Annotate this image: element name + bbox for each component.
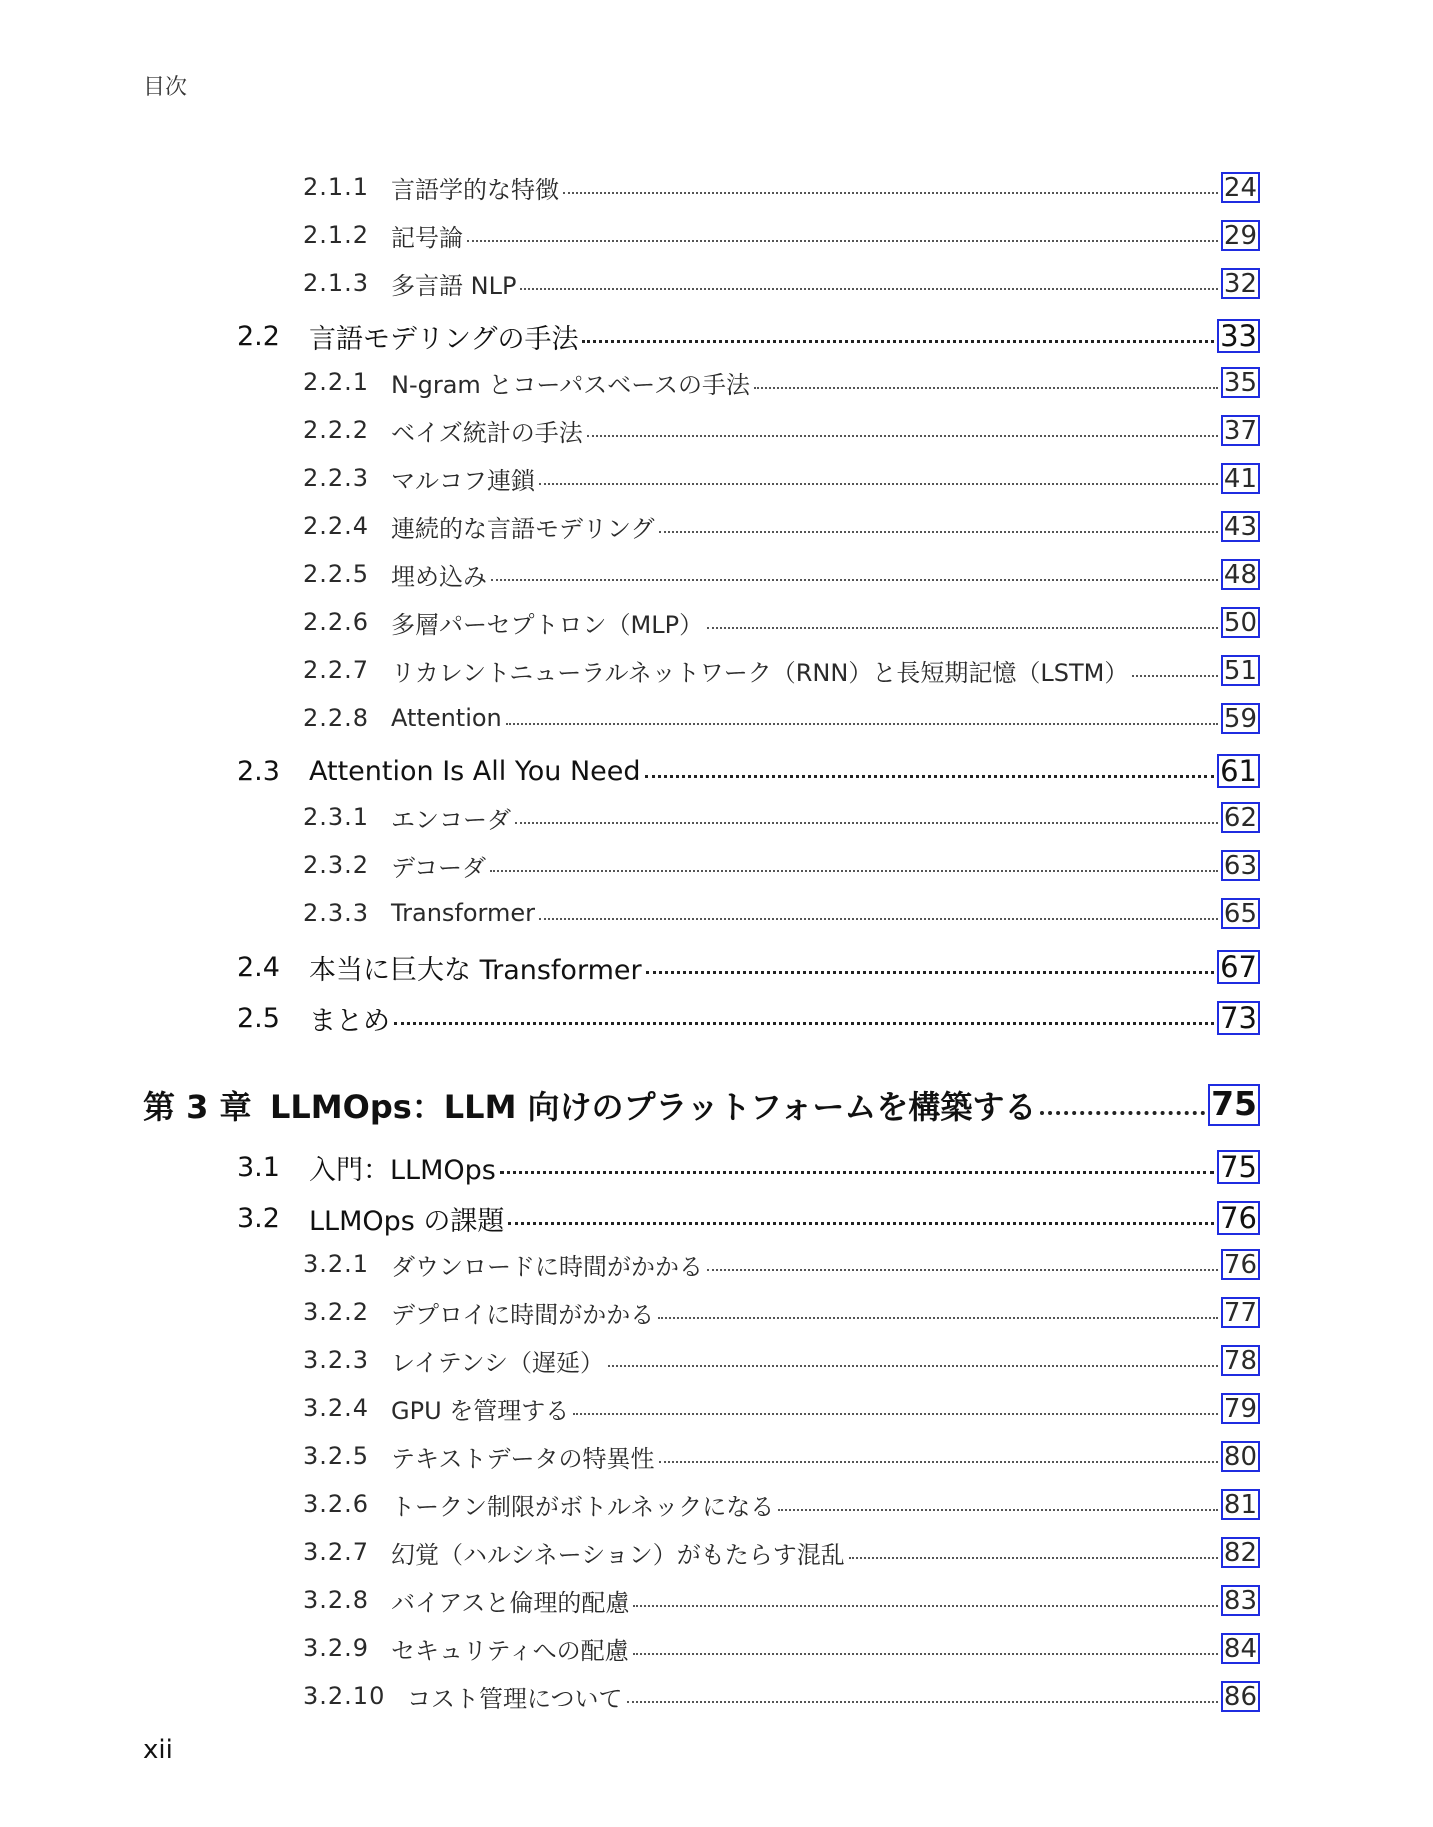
- toc-page-link[interactable]: 48: [1221, 559, 1260, 590]
- toc-entry-number: 2.2.4: [303, 512, 370, 540]
- toc-page-link[interactable]: 51: [1221, 655, 1260, 686]
- toc-entry-number: 3.2.10: [303, 1682, 386, 1710]
- toc-entry: [237, 753, 1260, 789]
- dot-leader: [754, 387, 1218, 389]
- toc-page-link[interactable]: 65: [1221, 898, 1260, 929]
- toc-entry-number: 2.2.5: [303, 560, 370, 588]
- toc-entry-number: 2.2.1: [303, 368, 370, 396]
- toc-entry-number: 2.2.8: [303, 704, 370, 732]
- toc-entry-title: Attention Is All You Need: [309, 755, 641, 787]
- toc-page-link[interactable]: 59: [1221, 703, 1260, 734]
- toc-entry-number: 2.1.3: [303, 269, 370, 297]
- toc-page-link[interactable]: 73: [1217, 1001, 1260, 1035]
- toc-page-link[interactable]: 83: [1221, 1585, 1260, 1616]
- toc-entry-title: 多層パーセプトロン（MLP）: [391, 610, 704, 639]
- toc-entry-number: 3.1: [237, 1151, 280, 1183]
- toc-entry: [303, 799, 1260, 835]
- toc-entry: [303, 508, 1260, 544]
- toc-entry-number: 3.2.2: [303, 1298, 370, 1326]
- toc-entry-number: 2.1.2: [303, 221, 370, 249]
- toc-entry-number: 2.2.2: [303, 416, 370, 444]
- toc-entry: [237, 318, 1260, 354]
- toc-entry-number: 2.2.7: [303, 656, 370, 684]
- dot-leader: [515, 822, 1218, 824]
- toc-entry-title: ベイズ統計の手法: [391, 418, 583, 447]
- dot-leader: [1040, 1111, 1205, 1115]
- toc-page-link[interactable]: 76: [1217, 1201, 1260, 1235]
- toc-entry-title: トークン制限がボトルネックになる: [391, 1492, 775, 1521]
- toc-entry-title: テキストデータの特異性: [391, 1444, 655, 1473]
- toc-entry: [303, 1486, 1260, 1522]
- toc-entry-number: 2.5: [237, 1002, 280, 1034]
- toc-entry: [303, 460, 1260, 496]
- toc-entry-number: 2.3.1: [303, 803, 370, 831]
- toc-entry-title: 連続的な言語モデリング: [391, 514, 655, 543]
- toc-entry-title: 入門：LLMOps: [309, 1154, 496, 1186]
- dot-leader: [563, 192, 1218, 194]
- toc-page-link[interactable]: 32: [1221, 268, 1260, 299]
- toc-entry-number: 3.2.3: [303, 1346, 370, 1374]
- toc-page-link[interactable]: 37: [1221, 415, 1260, 446]
- toc-entry: [303, 556, 1260, 592]
- toc-entry-title: デコーダ: [391, 853, 487, 882]
- toc-page-link[interactable]: 35: [1221, 367, 1260, 398]
- toc-page-link[interactable]: 76: [1221, 1249, 1260, 1280]
- dot-leader: [707, 627, 1218, 629]
- toc-page-link[interactable]: 77: [1221, 1297, 1260, 1328]
- toc-entry: [303, 895, 1260, 931]
- toc-entry-title: N-gram とコーパスベースの手法: [391, 370, 751, 399]
- toc-page-link[interactable]: 86: [1221, 1681, 1260, 1712]
- toc-entry-title: 言語学的な特徴: [391, 175, 559, 204]
- toc-entry: [237, 1200, 1260, 1236]
- toc-page-link[interactable]: 75: [1217, 1150, 1260, 1184]
- dot-leader: [500, 1171, 1214, 1174]
- toc-entry-number: 2.2.3: [303, 464, 370, 492]
- toc-entry-title: GPU を管理する: [391, 1396, 570, 1425]
- toc-entry: [303, 364, 1260, 400]
- toc-entry-number: 3.2.4: [303, 1394, 370, 1422]
- dot-leader: [587, 435, 1218, 437]
- toc-page-link[interactable]: 81: [1221, 1489, 1260, 1520]
- toc-page-link[interactable]: 80: [1221, 1441, 1260, 1472]
- toc-entry: [303, 1438, 1260, 1474]
- toc-entry-title: Attention: [391, 704, 502, 732]
- toc-entry-number: 3.2.1: [303, 1250, 370, 1278]
- dot-leader: [506, 723, 1218, 725]
- toc-entry-title: まとめ: [309, 1005, 390, 1037]
- dot-leader: [467, 240, 1218, 242]
- dot-leader: [645, 775, 1215, 778]
- toc-entry: [303, 1294, 1260, 1330]
- toc-entry: [303, 847, 1260, 883]
- toc-page-link[interactable]: 78: [1221, 1345, 1260, 1376]
- toc-entry-title: 本当に巨大な Transformer: [309, 954, 642, 986]
- toc-entry-number: 2.4: [237, 951, 280, 983]
- toc-entry-title: 記号論: [391, 223, 463, 252]
- dot-leader: [659, 531, 1218, 533]
- toc-page-link[interactable]: 43: [1221, 511, 1260, 542]
- toc-entry-number: 2.3.2: [303, 851, 370, 879]
- toc-entry-number: 3.2.9: [303, 1634, 370, 1662]
- toc-entry: [143, 1083, 1260, 1127]
- toc-entry-title: 埋め込み: [391, 562, 487, 591]
- toc-entry: [237, 949, 1260, 985]
- toc-entry: [303, 1678, 1260, 1714]
- page-number: xii: [143, 1735, 173, 1765]
- toc-entry: [303, 1534, 1260, 1570]
- dot-leader: [707, 1269, 1218, 1271]
- toc-page-link[interactable]: 29: [1221, 220, 1260, 251]
- toc-entry-number: 2.3.3: [303, 899, 370, 927]
- toc-entry: [303, 604, 1260, 640]
- toc-entry-title: 多言語 NLP: [391, 271, 517, 300]
- dot-leader: [659, 1461, 1218, 1463]
- dot-leader: [394, 1022, 1214, 1025]
- toc-page-link[interactable]: 67: [1217, 950, 1260, 984]
- dot-leader: [633, 1605, 1218, 1607]
- toc-page-link[interactable]: 62: [1221, 802, 1260, 833]
- toc-entry: [303, 1390, 1260, 1426]
- toc-entry: [303, 1630, 1260, 1666]
- toc-entry: [303, 265, 1260, 301]
- dot-leader: [849, 1557, 1218, 1559]
- toc-page-link[interactable]: 24: [1221, 172, 1260, 203]
- toc-entry-title: 言語モデリングの手法: [309, 323, 579, 355]
- toc-entry-title: LLMOps の課題: [309, 1205, 505, 1237]
- toc-entry: [303, 412, 1260, 448]
- toc-entry-number: 3.2: [237, 1202, 280, 1234]
- toc-entry-number: 3.2.7: [303, 1538, 370, 1566]
- toc-entry: [303, 1342, 1260, 1378]
- dot-leader: [608, 1365, 1218, 1367]
- toc-page-link[interactable]: 82: [1221, 1537, 1260, 1568]
- toc-entry-number: 2.3: [237, 755, 280, 787]
- toc-entry-title: セキュリティへの配慮: [391, 1636, 629, 1665]
- toc-entry: [237, 1149, 1260, 1185]
- toc-entry: [303, 700, 1260, 736]
- dot-leader: [508, 1222, 1214, 1225]
- toc-entry-title: レイテンシ（遅延）: [391, 1348, 604, 1377]
- toc-entry: [303, 1582, 1260, 1618]
- dot-leader: [627, 1701, 1218, 1703]
- dot-leader: [633, 1653, 1218, 1655]
- dot-leader: [1132, 675, 1218, 677]
- toc-page-link[interactable]: 33: [1217, 319, 1260, 353]
- toc-entry-title: コスト管理について: [407, 1684, 623, 1713]
- toc-entry: [303, 169, 1260, 205]
- toc-entry-title: エンコーダ: [391, 805, 511, 834]
- toc-page-link[interactable]: 50: [1221, 607, 1260, 638]
- toc-entry-title: マルコフ連鎖: [391, 466, 535, 495]
- dot-leader: [582, 340, 1214, 343]
- toc-page-link[interactable]: 61: [1217, 754, 1260, 788]
- toc-entry: [303, 217, 1260, 253]
- toc-entry-number: 2.2.6: [303, 608, 370, 636]
- dot-leader: [520, 288, 1217, 290]
- toc-entry-number: 2.2: [237, 320, 280, 352]
- toc-entry-title: Transformer: [391, 899, 536, 927]
- dot-leader: [539, 918, 1218, 920]
- toc-entry-title: LLMOps：LLM 向けのプラットフォームを構築する: [270, 1088, 1037, 1126]
- running-head: 目次: [143, 75, 188, 100]
- dot-leader: [539, 483, 1218, 485]
- toc-page-link[interactable]: 75: [1208, 1084, 1260, 1126]
- toc-entry: [303, 652, 1260, 688]
- toc-entry-number: 3.2.6: [303, 1490, 370, 1518]
- toc-page-link[interactable]: 79: [1221, 1393, 1260, 1424]
- dot-leader: [778, 1509, 1218, 1511]
- toc-entry-title: ダウンロードに時間がかかる: [391, 1252, 703, 1281]
- dot-leader: [658, 1317, 1218, 1319]
- toc-entry-number: 第 3 章: [143, 1088, 252, 1126]
- toc-entry: [237, 1000, 1260, 1036]
- dot-leader: [490, 870, 1218, 872]
- toc-entry-title: リカレントニューラルネットワーク（RNN）と長短期記憶（LSTM）: [391, 658, 1129, 687]
- dot-leader: [573, 1413, 1218, 1415]
- dot-leader: [491, 579, 1218, 581]
- toc-entry-title: 幻覚（ハルシネーション）がもたらす混乱: [391, 1540, 845, 1569]
- dot-leader: [646, 971, 1214, 974]
- toc-entry-title: バイアスと倫理的配慮: [391, 1588, 630, 1617]
- toc-page-link[interactable]: 84: [1221, 1633, 1260, 1664]
- toc-entry: [303, 1246, 1260, 1282]
- toc-entry-title: デプロイに時間がかかる: [391, 1300, 655, 1329]
- toc-entry-number: 2.1.1: [303, 173, 370, 201]
- toc-entry-number: 3.2.8: [303, 1586, 370, 1614]
- toc-page-link[interactable]: 63: [1221, 850, 1260, 881]
- toc-page-link[interactable]: 41: [1221, 463, 1260, 494]
- toc-entry-number: 3.2.5: [303, 1442, 370, 1470]
